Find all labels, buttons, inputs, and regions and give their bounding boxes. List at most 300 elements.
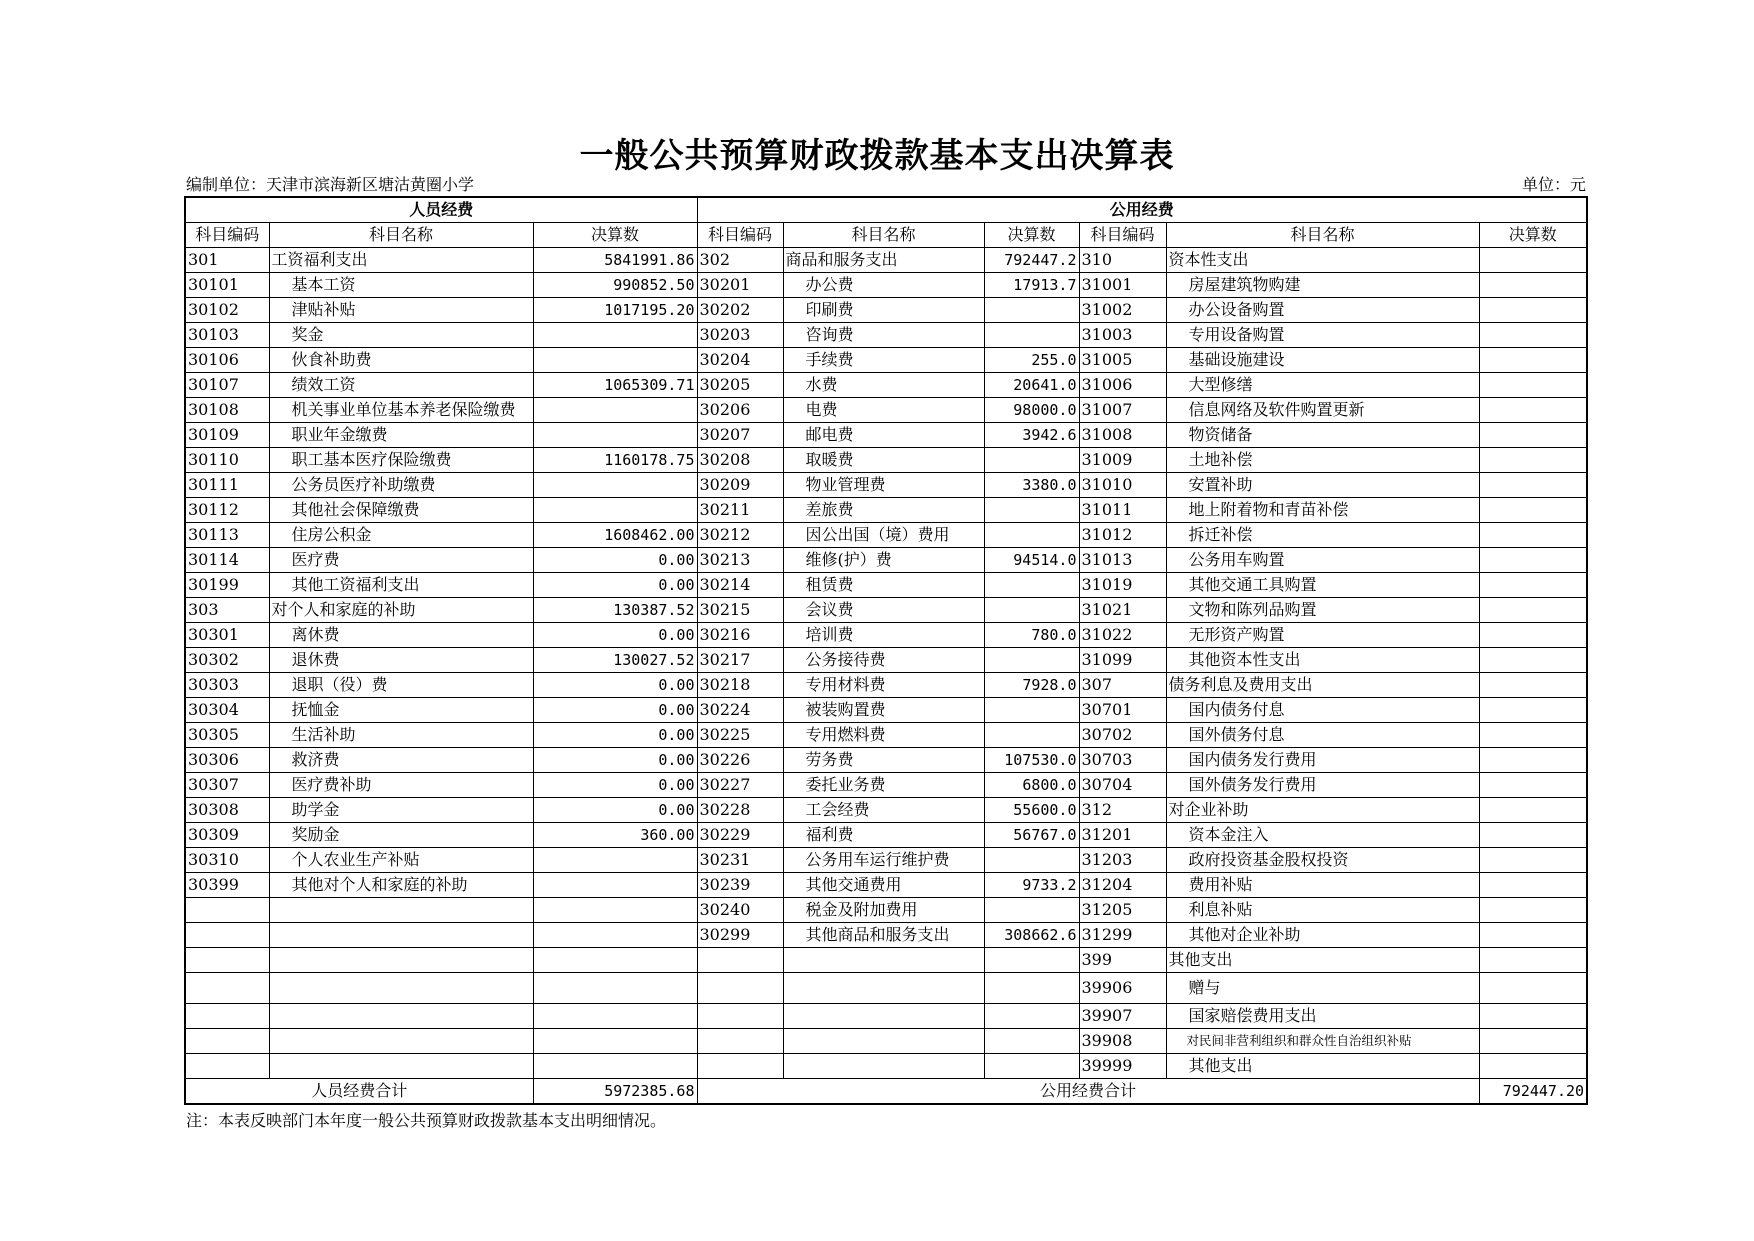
cell-amount — [1479, 348, 1587, 373]
cell-name: 其他支出 — [1166, 948, 1479, 973]
cell-name — [269, 898, 533, 923]
cell-amount — [533, 948, 697, 973]
cell-code: 39906 — [1079, 973, 1166, 1004]
cell-name: 基础设施建设 — [1166, 348, 1479, 373]
cell-amount — [1479, 398, 1587, 423]
cell-name — [269, 1029, 533, 1054]
cell-code: 30107 — [185, 373, 269, 398]
personnel-header: 人员经费 — [185, 197, 697, 223]
table-row — [185, 723, 1587, 748]
cell-name: 津贴补贴 — [269, 298, 533, 323]
personnel-total-label: 人员经费合计 — [185, 1079, 533, 1105]
cell-name: 个人农业生产补贴 — [269, 848, 533, 873]
cell-amount: 20641.0 — [984, 373, 1079, 398]
cell-name: 离休费 — [269, 623, 533, 648]
cell-name — [783, 1029, 984, 1054]
cell-amount — [533, 923, 697, 948]
cell-code — [185, 948, 269, 973]
cell-code: 30309 — [185, 823, 269, 848]
cell-name: 培训费 — [783, 623, 984, 648]
cell-name: 对个人和家庭的补助 — [269, 598, 533, 623]
cell-name: 政府投资基金股权投资 — [1166, 848, 1479, 873]
cell-amount — [1479, 273, 1587, 298]
cell-name: 福利费 — [783, 823, 984, 848]
table-row — [185, 298, 1587, 323]
cell-amount — [984, 698, 1079, 723]
table-row — [185, 373, 1587, 398]
cell-name: 电费 — [783, 398, 984, 423]
cell-name: 维修(护）费 — [783, 548, 984, 573]
cell-code: 30106 — [185, 348, 269, 373]
cell-code: 30226 — [697, 748, 783, 773]
cell-code: 31002 — [1079, 298, 1166, 323]
cell-amount: 3380.0 — [984, 473, 1079, 498]
table-row — [185, 748, 1587, 773]
cell-amount: 308662.6 — [984, 923, 1079, 948]
cell-name: 医疗费 — [269, 548, 533, 573]
cell-amount — [1479, 948, 1587, 973]
cell-code: 30209 — [697, 473, 783, 498]
cell-code: 30202 — [697, 298, 783, 323]
cell-code: 301 — [185, 248, 269, 273]
cell-amount — [1479, 823, 1587, 848]
cell-code: 307 — [1079, 673, 1166, 698]
cell-code: 31007 — [1079, 398, 1166, 423]
cell-amount — [533, 973, 697, 1004]
cell-name: 资本性支出 — [1166, 248, 1479, 273]
cell-code: 30214 — [697, 573, 783, 598]
cell-name: 会议费 — [783, 598, 984, 623]
cell-amount — [1479, 648, 1587, 673]
cell-code: 30208 — [697, 448, 783, 473]
cell-name: 其他工资福利支出 — [269, 573, 533, 598]
cell-code: 30240 — [697, 898, 783, 923]
table-row — [185, 248, 1587, 273]
cell-amount — [984, 1004, 1079, 1029]
cell-amount — [533, 848, 697, 873]
public-total-label: 公用经费合计 — [697, 1079, 1479, 1105]
cell-amount: 792447.2 — [984, 248, 1079, 273]
cell-code — [185, 923, 269, 948]
cell-code: 31205 — [1079, 898, 1166, 923]
cell-name: 文物和陈列品购置 — [1166, 598, 1479, 623]
cell-code: 31099 — [1079, 648, 1166, 673]
cell-amount — [1479, 498, 1587, 523]
cell-amount — [1479, 848, 1587, 873]
cell-amount — [984, 898, 1079, 923]
cell-amount — [984, 598, 1079, 623]
cell-code — [697, 1004, 783, 1029]
cell-code: 30303 — [185, 673, 269, 698]
cell-name: 其他交通费用 — [783, 873, 984, 898]
cell-amount — [984, 573, 1079, 598]
expenditure-table — [184, 196, 1588, 1105]
cell-name — [269, 948, 533, 973]
cell-code: 30299 — [697, 923, 783, 948]
cell-amount: 3942.6 — [984, 423, 1079, 448]
cell-amount — [1479, 248, 1587, 273]
cell-amount — [984, 723, 1079, 748]
cell-amount — [984, 448, 1079, 473]
cell-amount: 1065309.71 — [533, 373, 697, 398]
cell-code — [697, 948, 783, 973]
table-row — [185, 498, 1587, 523]
cell-amount — [1479, 373, 1587, 398]
cell-name: 伙食补助费 — [269, 348, 533, 373]
cell-name: 国外债务发行费用 — [1166, 773, 1479, 798]
cell-code: 30215 — [697, 598, 783, 623]
cell-name: 其他社会保障缴费 — [269, 498, 533, 523]
cell-code — [185, 898, 269, 923]
cell-amount: 0.00 — [533, 623, 697, 648]
cell-amount: 130387.52 — [533, 598, 697, 623]
cell-code: 39907 — [1079, 1004, 1166, 1029]
cell-name: 对民间非营利组织和群众性自治组织补贴 — [1166, 1029, 1479, 1054]
cell-amount — [1479, 573, 1587, 598]
cell-amount — [984, 498, 1079, 523]
cell-amount — [984, 648, 1079, 673]
cell-code — [697, 973, 783, 1004]
cell-name: 租赁费 — [783, 573, 984, 598]
cell-name: 生活补助 — [269, 723, 533, 748]
cell-name: 地上附着物和青苗补偿 — [1166, 498, 1479, 523]
table-row — [185, 548, 1587, 573]
cell-name: 税金及附加费用 — [783, 898, 984, 923]
cell-name: 绩效工资 — [269, 373, 533, 398]
cell-name — [783, 948, 984, 973]
cell-code — [697, 1029, 783, 1054]
cell-name — [783, 973, 984, 1004]
col-amount-1: 决算数 — [533, 223, 697, 248]
table-row — [185, 1029, 1587, 1054]
cell-name: 专用材料费 — [783, 673, 984, 698]
personnel-total-value: 5972385.68 — [533, 1079, 697, 1105]
cell-code: 30224 — [697, 698, 783, 723]
cell-code: 30227 — [697, 773, 783, 798]
cell-code: 30225 — [697, 723, 783, 748]
table-row — [185, 823, 1587, 848]
cell-code: 30216 — [697, 623, 783, 648]
cell-amount — [1479, 423, 1587, 448]
col-name-2: 科目名称 — [783, 223, 984, 248]
cell-code: 31003 — [1079, 323, 1166, 348]
totals-row — [185, 1079, 1587, 1105]
cell-name: 因公出国（境）费用 — [783, 523, 984, 548]
table-row — [185, 798, 1587, 823]
cell-amount: 107530.0 — [984, 748, 1079, 773]
table-body — [185, 248, 1587, 1079]
table-row — [185, 598, 1587, 623]
cell-amount: 94514.0 — [984, 548, 1079, 573]
cell-name: 劳务费 — [783, 748, 984, 773]
cell-amount: 0.00 — [533, 798, 697, 823]
cell-amount: 130027.52 — [533, 648, 697, 673]
cell-code: 30102 — [185, 298, 269, 323]
cell-name: 费用补贴 — [1166, 873, 1479, 898]
cell-amount: 0.00 — [533, 573, 697, 598]
table-row — [185, 523, 1587, 548]
cell-amount: 9733.2 — [984, 873, 1079, 898]
cell-code: 399 — [1079, 948, 1166, 973]
cell-amount: 0.00 — [533, 673, 697, 698]
cell-amount — [533, 898, 697, 923]
cell-amount — [1479, 323, 1587, 348]
cell-code: 31011 — [1079, 498, 1166, 523]
cell-amount — [1479, 598, 1587, 623]
table-row — [185, 573, 1587, 598]
cell-code: 30204 — [697, 348, 783, 373]
cell-name: 抚恤金 — [269, 698, 533, 723]
cell-code: 310 — [1079, 248, 1166, 273]
cell-name — [269, 973, 533, 1004]
cell-amount — [533, 1054, 697, 1079]
cell-code: 30103 — [185, 323, 269, 348]
cell-amount — [533, 473, 697, 498]
table-row — [185, 773, 1587, 798]
cell-code: 30199 — [185, 573, 269, 598]
table-row — [185, 423, 1587, 448]
cell-name: 咨询费 — [783, 323, 984, 348]
cell-code: 31201 — [1079, 823, 1166, 848]
cell-code: 30701 — [1079, 698, 1166, 723]
cell-amount — [1479, 548, 1587, 573]
cell-amount — [1479, 973, 1587, 1004]
cell-code: 30213 — [697, 548, 783, 573]
cell-name: 委托业务费 — [783, 773, 984, 798]
cell-code: 31012 — [1079, 523, 1166, 548]
cell-code: 30306 — [185, 748, 269, 773]
cell-name: 被装购置费 — [783, 698, 984, 723]
cell-name: 救济费 — [269, 748, 533, 773]
cell-name: 住房公积金 — [269, 523, 533, 548]
cell-code: 39908 — [1079, 1029, 1166, 1054]
cell-amount — [1479, 898, 1587, 923]
cell-amount — [984, 323, 1079, 348]
table-row — [185, 1004, 1587, 1029]
cell-amount: 1160178.75 — [533, 448, 697, 473]
cell-code: 30207 — [697, 423, 783, 448]
cell-code: 30304 — [185, 698, 269, 723]
cell-code: 30206 — [697, 398, 783, 423]
cell-amount — [984, 1054, 1079, 1079]
cell-amount — [1479, 298, 1587, 323]
cell-code: 30228 — [697, 798, 783, 823]
cell-name: 拆迁补偿 — [1166, 523, 1479, 548]
cell-amount — [1479, 748, 1587, 773]
cell-amount — [533, 1004, 697, 1029]
cell-code: 31008 — [1079, 423, 1166, 448]
cell-code: 30110 — [185, 448, 269, 473]
cell-amount — [1479, 1029, 1587, 1054]
cell-code: 30112 — [185, 498, 269, 523]
cell-amount — [533, 348, 697, 373]
table-row — [185, 898, 1587, 923]
cell-name: 利息补贴 — [1166, 898, 1479, 923]
cell-code: 30308 — [185, 798, 269, 823]
cell-code: 31204 — [1079, 873, 1166, 898]
cell-name — [269, 923, 533, 948]
table-row — [185, 1054, 1587, 1079]
cell-amount — [1479, 523, 1587, 548]
cell-code: 31299 — [1079, 923, 1166, 948]
cell-name — [269, 1054, 533, 1079]
table-row — [185, 848, 1587, 873]
cell-amount — [1479, 1054, 1587, 1079]
table-row — [185, 623, 1587, 648]
cell-amount — [533, 398, 697, 423]
table-row — [185, 948, 1587, 973]
cell-name: 国家赔偿费用支出 — [1166, 1004, 1479, 1029]
cell-amount: 0.00 — [533, 773, 697, 798]
cell-name: 退职（役）费 — [269, 673, 533, 698]
organization-label: 编制单位：天津市滨海新区塘沽黄圈小学 — [186, 175, 475, 194]
cell-name — [783, 1004, 984, 1029]
cell-code: 30111 — [185, 473, 269, 498]
cell-code — [185, 973, 269, 1004]
cell-amount: 1017195.20 — [533, 298, 697, 323]
cell-name: 机关事业单位基本养老保险缴费 — [269, 398, 533, 423]
cell-code: 30218 — [697, 673, 783, 698]
cell-code: 31009 — [1079, 448, 1166, 473]
cell-name: 国内债务付息 — [1166, 698, 1479, 723]
cell-amount — [1479, 473, 1587, 498]
cell-code: 30310 — [185, 848, 269, 873]
cell-name: 物业管理费 — [783, 473, 984, 498]
cell-code: 30229 — [697, 823, 783, 848]
table-row — [185, 473, 1587, 498]
col-amount-3: 决算数 — [1479, 223, 1587, 248]
cell-code: 31019 — [1079, 573, 1166, 598]
cell-amount: 1608462.00 — [533, 523, 697, 548]
cell-amount — [533, 498, 697, 523]
cell-name: 手续费 — [783, 348, 984, 373]
table-row — [185, 398, 1587, 423]
cell-name: 债务利息及费用支出 — [1166, 673, 1479, 698]
cell-code: 30239 — [697, 873, 783, 898]
cell-code: 302 — [697, 248, 783, 273]
table-row — [185, 323, 1587, 348]
cell-amount — [533, 873, 697, 898]
cell-code: 31006 — [1079, 373, 1166, 398]
cell-amount — [1479, 673, 1587, 698]
cell-amount: 6800.0 — [984, 773, 1079, 798]
cell-name: 资本金注入 — [1166, 823, 1479, 848]
cell-code — [697, 1054, 783, 1079]
cell-name: 奖励金 — [269, 823, 533, 848]
cell-name: 无形资产购置 — [1166, 623, 1479, 648]
table-row — [185, 348, 1587, 373]
cell-name: 奖金 — [269, 323, 533, 348]
table-row — [185, 973, 1587, 1004]
cell-amount — [1479, 723, 1587, 748]
cell-name: 其他对个人和家庭的补助 — [269, 873, 533, 898]
cell-name: 基本工资 — [269, 273, 533, 298]
cell-name: 国内债务发行费用 — [1166, 748, 1479, 773]
cell-name: 办公设备购置 — [1166, 298, 1479, 323]
cell-code: 30113 — [185, 523, 269, 548]
cell-amount — [984, 523, 1079, 548]
cell-code: 30211 — [697, 498, 783, 523]
cell-code: 39999 — [1079, 1054, 1166, 1079]
cell-code: 31021 — [1079, 598, 1166, 623]
table-row — [185, 698, 1587, 723]
cell-code: 30305 — [185, 723, 269, 748]
cell-code: 30702 — [1079, 723, 1166, 748]
cell-name: 印刷费 — [783, 298, 984, 323]
cell-amount: 780.0 — [984, 623, 1079, 648]
footnote: 注：本表反映部门本年度一般公共预算财政拨款基本支出明细情况。 — [186, 1111, 667, 1130]
cell-code: 30231 — [697, 848, 783, 873]
cell-amount: 0.00 — [533, 698, 697, 723]
cell-amount — [1479, 448, 1587, 473]
cell-name: 大型修缮 — [1166, 373, 1479, 398]
cell-name: 差旅费 — [783, 498, 984, 523]
cell-code: 30114 — [185, 548, 269, 573]
cell-amount — [984, 948, 1079, 973]
cell-code: 30212 — [697, 523, 783, 548]
cell-name: 物资储备 — [1166, 423, 1479, 448]
table-row — [185, 273, 1587, 298]
cell-code: 30203 — [697, 323, 783, 348]
cell-name: 助学金 — [269, 798, 533, 823]
col-amount-2: 决算数 — [984, 223, 1079, 248]
cell-code: 30109 — [185, 423, 269, 448]
cell-code: 30205 — [697, 373, 783, 398]
cell-name: 房屋建筑物购建 — [1166, 273, 1479, 298]
cell-code: 31001 — [1079, 273, 1166, 298]
cell-amount: 255.0 — [984, 348, 1079, 373]
cell-amount: 17913.7 — [984, 273, 1079, 298]
cell-amount — [1479, 698, 1587, 723]
cell-code: 30101 — [185, 273, 269, 298]
cell-name: 其他商品和服务支出 — [783, 923, 984, 948]
cell-code: 30307 — [185, 773, 269, 798]
cell-name: 退休费 — [269, 648, 533, 673]
cell-name: 职业年金缴费 — [269, 423, 533, 448]
cell-name: 对企业补助 — [1166, 798, 1479, 823]
cell-code: 31005 — [1079, 348, 1166, 373]
cell-name: 公务用车购置 — [1166, 548, 1479, 573]
table-row — [185, 873, 1587, 898]
cell-code: 30301 — [185, 623, 269, 648]
cell-name: 工资福利支出 — [269, 248, 533, 273]
table-row — [185, 923, 1587, 948]
cell-name: 其他支出 — [1166, 1054, 1479, 1079]
section-header-row — [185, 197, 1587, 223]
cell-name: 土地补偿 — [1166, 448, 1479, 473]
cell-name: 公务员医疗补助缴费 — [269, 473, 533, 498]
cell-name: 水费 — [783, 373, 984, 398]
table-row — [185, 448, 1587, 473]
cell-code — [185, 1029, 269, 1054]
column-header-row — [185, 223, 1587, 248]
cell-code: 30399 — [185, 873, 269, 898]
cell-code: 31010 — [1079, 473, 1166, 498]
cell-amount — [984, 848, 1079, 873]
cell-name: 国外债务付息 — [1166, 723, 1479, 748]
cell-amount: 7928.0 — [984, 673, 1079, 698]
cell-amount — [533, 423, 697, 448]
cell-amount — [1479, 1004, 1587, 1029]
cell-amount — [1479, 623, 1587, 648]
page-title: 一般公共预算财政拨款基本支出决算表 — [579, 136, 1175, 176]
cell-name: 专用燃料费 — [783, 723, 984, 748]
cell-code: 31022 — [1079, 623, 1166, 648]
cell-name: 工会经费 — [783, 798, 984, 823]
cell-amount: 0.00 — [533, 723, 697, 748]
cell-code: 30217 — [697, 648, 783, 673]
col-name-1: 科目名称 — [269, 223, 533, 248]
